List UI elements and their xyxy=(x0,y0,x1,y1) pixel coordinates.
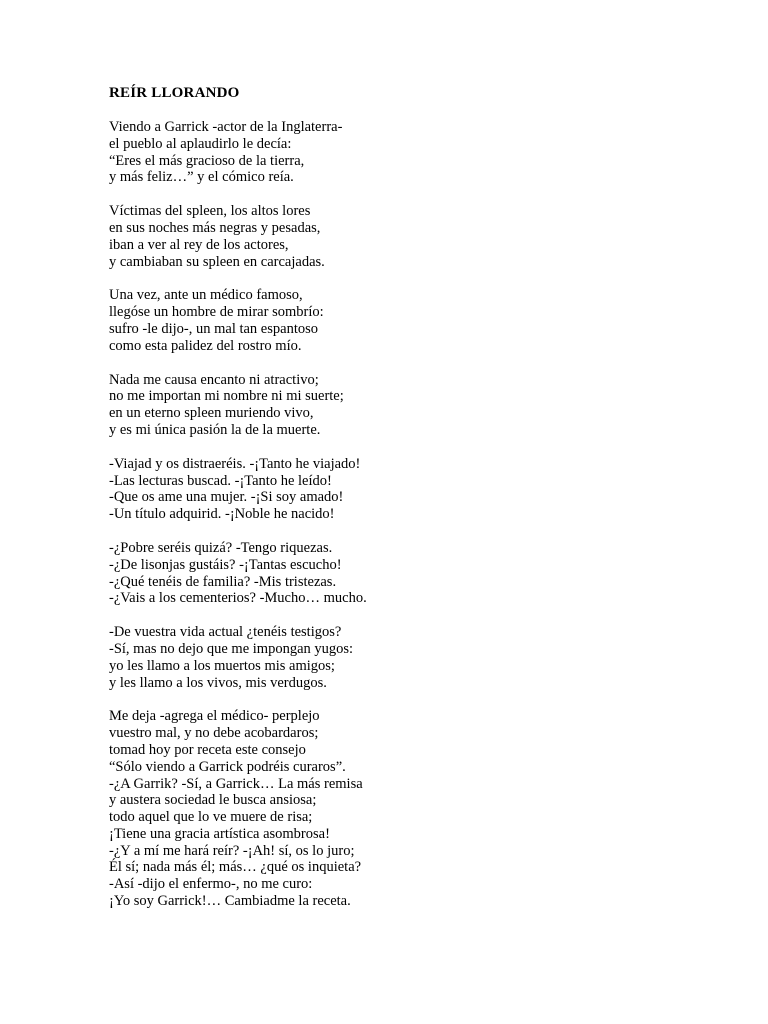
poem-line: -Un título adquirid. -¡Noble he nacido! xyxy=(109,506,335,523)
poem-line: iban a ver al rey de los actores, xyxy=(109,236,289,253)
poem-line: Una vez, ante un médico famoso, xyxy=(109,287,303,304)
stanza xyxy=(109,119,729,186)
poem-line: -¿Vais a los cementerios? -Mucho… mucho. xyxy=(109,590,367,607)
poem-line: Él sí; nada más él; más… ¿qué os inquieta? xyxy=(109,859,362,876)
poem-line: -Que os ame una mujer. -¡Si soy amado! xyxy=(109,489,344,506)
poem-line: y les llamo a los vivos, mis verdugos. xyxy=(109,674,327,691)
poem-line: -¿Qué tenéis de familia? -Mis tristezas. xyxy=(109,573,337,590)
poem-line: no me importan mi nombre ni mi suerte; xyxy=(109,388,344,405)
poem-line: -¿De lisonjas gustáis? -¡Tantas escucho! xyxy=(109,556,342,573)
poem-line: yo les llamo a los muertos mis amigos; xyxy=(109,657,335,674)
stanza xyxy=(109,708,729,910)
stanza xyxy=(109,540,729,607)
poem-line: todo aquel que lo ve muere de risa; xyxy=(109,809,313,826)
stanza xyxy=(109,456,729,523)
poem-line: como esta palidez del rostro mío. xyxy=(109,337,302,354)
poem-line: Me deja -agrega el médico- perplejo xyxy=(109,708,320,725)
poem-line: y austera sociedad le busca ansiosa; xyxy=(109,792,317,809)
poem-line: -¿A Garrik? -Sí, a Garrick… La más remisa xyxy=(109,775,363,792)
poem-line: y más feliz…” y el cómico reía. xyxy=(109,169,294,186)
document-page xyxy=(109,84,729,910)
poem-line: Viendo a Garrick -actor de la Inglaterra- xyxy=(109,119,343,135)
poem-line: -Las lecturas buscad. -¡Tanto he leído! xyxy=(109,472,332,489)
poem-title: REÍR LLORANDO xyxy=(109,85,240,101)
poem-line: -¿Y a mí me hará reír? -¡Ah! sí, os lo juro; xyxy=(109,842,355,859)
poem-line: -Viajad y os distraeréis. -¡Tanto he viajado! xyxy=(109,455,361,472)
poem-line: sufro -le dijo-, un mal tan espantoso xyxy=(109,320,318,337)
poem-line: el pueblo al aplaudirlo le decía: xyxy=(109,135,292,152)
poem-line: Nada me causa encanto ni atractivo; xyxy=(109,371,319,388)
poem-line: vuestro mal, y no debe acobardaros; xyxy=(109,725,319,742)
poem-line: “Sólo viendo a Garrick podréis curaros”. xyxy=(109,758,346,775)
poem-line: en sus noches más negras y pesadas, xyxy=(109,219,321,236)
poem-line: y cambiaban su spleen en carcajadas. xyxy=(109,253,325,270)
poem-line: -De vuestra vida actual ¿tenéis testigos? xyxy=(109,624,342,641)
poem-line: tomad hoy por receta este consejo xyxy=(109,741,306,758)
stanza xyxy=(109,203,729,270)
poem-line: -¿Pobre seréis quizá? -Tengo riquezas. xyxy=(109,539,333,556)
poem-line: -Sí, mas no dejo que me impongan yugos: xyxy=(109,640,354,657)
poem-body xyxy=(109,119,729,910)
stanza xyxy=(109,372,729,439)
poem-line: “Eres el más gracioso de la tierra, xyxy=(109,152,305,169)
poem-line: -Así -dijo el enfermo-, no me curo: xyxy=(109,876,313,893)
stanza xyxy=(109,287,729,354)
poem-line: en un eterno spleen muriendo vivo, xyxy=(109,405,314,422)
poem-line: ¡Yo soy Garrick!… Cambiadme la receta. xyxy=(109,893,351,910)
poem-line: y es mi única pasión la de la muerte. xyxy=(109,421,321,438)
poem-line: Víctimas del spleen, los altos lores xyxy=(109,203,311,220)
stanza xyxy=(109,624,729,691)
poem-line: llegóse un hombre de mirar sombrío: xyxy=(109,304,324,321)
poem-line: ¡Tiene una gracia artística asombrosa! xyxy=(109,825,330,842)
